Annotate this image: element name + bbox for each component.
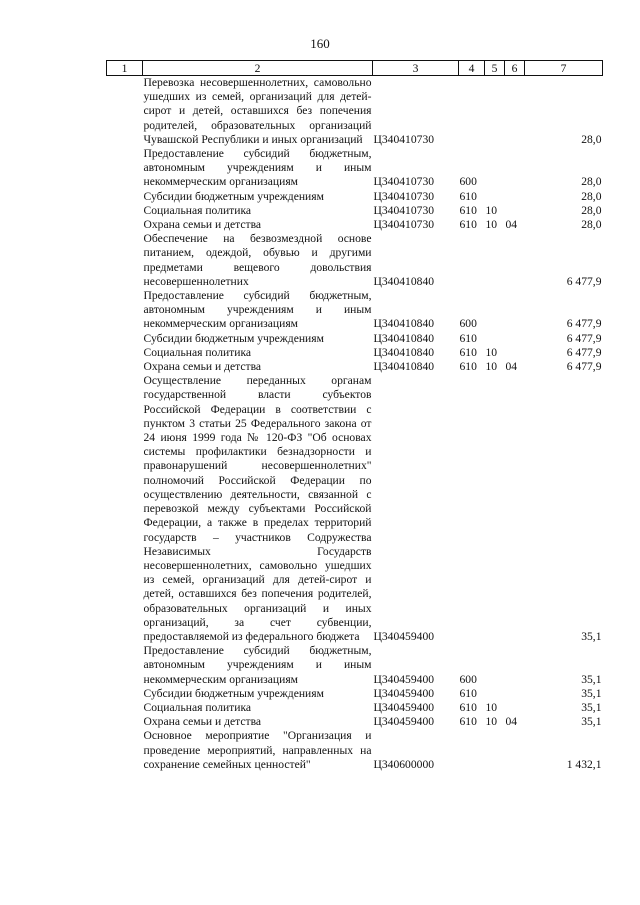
row-number-cell (107, 289, 143, 332)
row-expense-type: 610 (459, 345, 477, 359)
row-name: Социальная политика (143, 700, 252, 714)
row-target-code: Ц340410730 (373, 175, 435, 189)
table-row (107, 76, 603, 148)
row-target-code: Ц340410730 (373, 218, 435, 232)
row-expense-type: 600 (459, 672, 477, 686)
table-row (107, 644, 603, 687)
row-subsection (505, 374, 525, 644)
row-amount: 35,1 (581, 672, 602, 686)
budget-table (106, 60, 603, 772)
row-name: Охрана семьи и детства (143, 218, 262, 232)
row-target-code: Ц340459400 (373, 715, 435, 729)
row-target-code: Ц340600000 (373, 757, 435, 771)
row-number-cell (107, 218, 143, 232)
table-row (107, 289, 603, 332)
row-name: Предоставление субсидий бюджетным, автономным учреждениям и иным некоммерческим организациям (143, 289, 372, 331)
row-subsection (505, 147, 525, 190)
row-subsection (505, 729, 525, 772)
row-section (485, 687, 505, 701)
row-section: 10 (485, 345, 498, 359)
row-name: Субсидии бюджетным учреждениям (143, 331, 324, 345)
row-subsection (505, 289, 525, 332)
table-row (107, 190, 603, 204)
table-row (107, 147, 603, 190)
row-section (485, 232, 505, 289)
header-col-6: 6 (505, 61, 525, 76)
row-subsection (505, 204, 525, 218)
row-subsection: 04 (505, 360, 518, 374)
row-amount: 28,0 (581, 203, 602, 217)
row-section (485, 76, 505, 148)
row-name: Перевозка несовершеннолетних, самовольно ушедших из семей, организаций для детей-сирот и детей, оставшихся без попечения родителей, образовательных организаций Чувашской Республики и иных организаций (143, 76, 372, 146)
row-target-code: Ц340410840 (373, 274, 435, 288)
table-row (107, 687, 603, 701)
row-name: Субсидии бюджетным учреждениям (143, 189, 324, 203)
row-section: 10 (485, 203, 498, 217)
header-col-7: 7 (525, 61, 603, 76)
row-amount: 28,0 (581, 218, 602, 232)
row-expense-type (459, 76, 485, 148)
row-section: 10 (485, 715, 498, 729)
row-expense-type (459, 729, 485, 772)
row-number-cell (107, 374, 143, 644)
row-section (485, 729, 505, 772)
row-expense-type: 610 (459, 189, 477, 203)
table-row (107, 218, 603, 232)
row-amount: 6 477,9 (566, 331, 602, 345)
row-name: Социальная политика (143, 345, 252, 359)
header-col-3: 3 (373, 61, 459, 76)
row-expense-type: 610 (459, 360, 477, 374)
row-section (485, 374, 505, 644)
row-section (485, 190, 505, 204)
table-body (107, 76, 603, 772)
table-row (107, 232, 603, 289)
row-expense-type: 610 (459, 331, 477, 345)
row-name: Предоставление субсидий бюджетным, автономным учреждениям и иным некоммерческим организациям (143, 644, 372, 686)
table-header (107, 61, 603, 76)
row-number-cell (107, 715, 143, 729)
row-name: Основное мероприятие "Организация и проведение мероприятий, направленных на сохранение семейных ценностей" (143, 729, 372, 771)
table-row (107, 332, 603, 346)
row-number-cell (107, 360, 143, 374)
table-row (107, 204, 603, 218)
row-number-cell (107, 332, 143, 346)
table-row (107, 360, 603, 374)
row-number-cell (107, 701, 143, 715)
table-row (107, 729, 603, 772)
row-name: Обеспечение на безвозмездной основе питанием, одеждой, обувью и другими предметами вещевого довольствия несовершеннолетних (143, 232, 372, 288)
row-amount: 6 477,9 (566, 360, 602, 374)
page-number: 160 (310, 36, 330, 51)
row-name: Социальная политика (143, 203, 252, 217)
row-amount: 6 477,9 (566, 345, 602, 359)
row-section (485, 147, 505, 190)
row-number-cell (107, 190, 143, 204)
table-row (107, 701, 603, 715)
row-amount: 1 432,1 (566, 757, 602, 771)
row-section: 10 (485, 360, 498, 374)
row-target-code: Ц340410840 (373, 345, 435, 359)
row-subsection (505, 687, 525, 701)
row-subsection (505, 190, 525, 204)
row-target-code: Ц340410730 (373, 132, 435, 146)
row-subsection: 04 (505, 715, 518, 729)
row-target-code: Ц340459400 (373, 686, 435, 700)
row-expense-type: 600 (459, 175, 477, 189)
row-name: Субсидии бюджетным учреждениям (143, 686, 324, 700)
row-section: 10 (485, 218, 498, 232)
row-target-code: Ц340459400 (373, 700, 435, 714)
row-number-cell (107, 644, 143, 687)
row-subsection (505, 76, 525, 148)
row-expense-type: 610 (459, 218, 477, 232)
row-section (485, 289, 505, 332)
row-subsection: 04 (505, 218, 518, 232)
row-amount: 35,1 (581, 629, 602, 643)
header-col-2: 2 (143, 61, 373, 76)
header-col-4: 4 (459, 61, 485, 76)
row-number-cell (107, 76, 143, 148)
row-number-cell (107, 232, 143, 289)
row-amount: 35,1 (581, 686, 602, 700)
table-row (107, 346, 603, 360)
row-target-code: Ц340459400 (373, 629, 435, 643)
table-row (107, 374, 603, 644)
row-name: Охрана семьи и детства (143, 715, 262, 729)
row-section: 10 (485, 700, 498, 714)
row-number-cell (107, 687, 143, 701)
row-expense-type: 610 (459, 203, 477, 217)
row-amount: 6 477,9 (566, 274, 602, 288)
row-section (485, 332, 505, 346)
header-col-5: 5 (485, 61, 505, 76)
row-target-code: Ц340410840 (373, 317, 435, 331)
table-row (107, 715, 603, 729)
row-number-cell (107, 147, 143, 190)
row-subsection (505, 332, 525, 346)
row-expense-type (459, 374, 485, 644)
row-number-cell (107, 204, 143, 218)
row-expense-type (459, 232, 485, 289)
row-name: Предоставление субсидий бюджетным, автономным учреждениям и иным некоммерческим организациям (143, 147, 372, 189)
row-subsection (505, 644, 525, 687)
row-target-code: Ц340410840 (373, 360, 435, 374)
row-subsection (505, 232, 525, 289)
row-subsection (505, 346, 525, 360)
row-target-code: Ц340410840 (373, 331, 435, 345)
header-col-1: 1 (107, 61, 143, 76)
row-expense-type: 610 (459, 686, 477, 700)
row-name: Осуществление переданных органам государственной власти субъектов Российской Федерации в соответствии с пунктом 3 статьи 25 Федерального закона от 24 июня 1999 года № 120-ФЗ "Об основах системы профилактики безнадзорности и правонарушений несовершеннолетних" полномочий Российской Федерации по осуществлению деятельности, связанной с перевозкой между субъектами Российской Федерации, а также в пределах территорий государств – участников Содружества Независимых Государств несовершеннолетних, самовольно ушедших из семей, организаций для детей-сирот и детей, оставшихся без попечения родителей, образовательных организаций и иных организаций, за счет субвенции, предоставляемой из федерального бюджета (143, 374, 372, 643)
row-target-code: Ц340459400 (373, 672, 435, 686)
row-amount: 28,0 (581, 175, 602, 189)
row-amount: 28,0 (581, 132, 602, 146)
row-amount: 35,1 (581, 700, 602, 714)
row-expense-type: 610 (459, 715, 477, 729)
row-target-code: Ц340410730 (373, 203, 435, 217)
row-number-cell (107, 729, 143, 772)
row-name: Охрана семьи и детства (143, 360, 262, 374)
row-target-code: Ц340410730 (373, 189, 435, 203)
row-expense-type: 610 (459, 700, 477, 714)
row-section (485, 644, 505, 687)
row-expense-type: 600 (459, 317, 477, 331)
row-amount: 6 477,9 (566, 317, 602, 331)
row-amount: 35,1 (581, 715, 602, 729)
row-amount: 28,0 (581, 189, 602, 203)
row-number-cell (107, 346, 143, 360)
row-subsection (505, 701, 525, 715)
